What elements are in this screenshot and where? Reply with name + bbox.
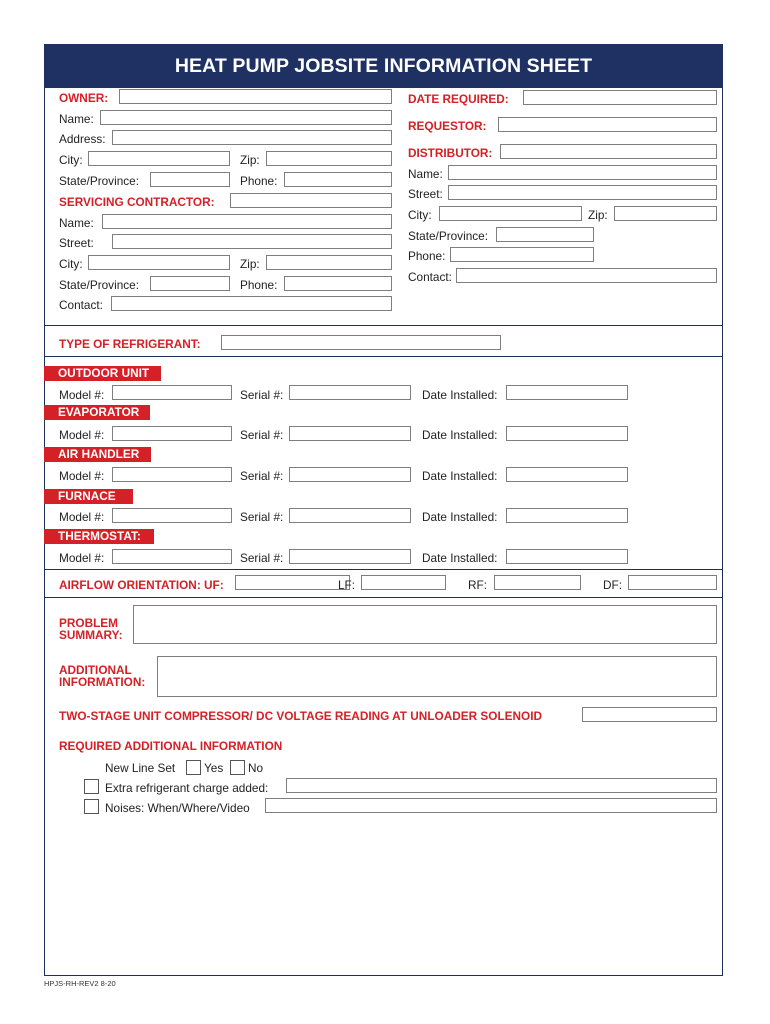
servicing-state-label: State/Province: bbox=[59, 278, 139, 292]
problem-label-line2: SUMMARY: bbox=[59, 628, 123, 642]
divider bbox=[44, 569, 723, 570]
distributor-city-label: City: bbox=[408, 208, 432, 222]
date-installed-label: Date Installed: bbox=[422, 551, 498, 565]
model-label: Model #: bbox=[59, 510, 105, 524]
model-field[interactable] bbox=[112, 508, 232, 523]
airflow-rf-field[interactable] bbox=[494, 575, 581, 590]
model-label: Model #: bbox=[59, 388, 105, 402]
servicing-state-field[interactable] bbox=[150, 276, 230, 291]
form-title: HEAT PUMP JOBSITE INFORMATION SHEET bbox=[44, 44, 723, 88]
refrigerant-label: TYPE OF REFRIGERANT: bbox=[59, 337, 201, 351]
owner-state-label: State/Province: bbox=[59, 174, 139, 188]
divider bbox=[44, 597, 723, 598]
additional-information-field[interactable] bbox=[157, 656, 717, 697]
date-installed-field[interactable] bbox=[506, 467, 628, 482]
no-checkbox[interactable] bbox=[230, 760, 245, 775]
distributor-contact-label: Contact: bbox=[408, 270, 452, 284]
date-installed-field[interactable] bbox=[506, 385, 628, 400]
servicing-city-label: City: bbox=[59, 257, 83, 271]
model-field[interactable] bbox=[112, 549, 232, 564]
serial-field[interactable] bbox=[289, 549, 411, 564]
distributor-phone-field[interactable] bbox=[450, 247, 594, 262]
distributor-field[interactable] bbox=[500, 144, 717, 159]
serial-field[interactable] bbox=[289, 467, 411, 482]
serial-label: Serial #: bbox=[240, 388, 284, 402]
problem-label-line1: PROBLEM bbox=[59, 616, 118, 630]
date-installed-field[interactable] bbox=[506, 508, 628, 523]
airflow-df-label: DF: bbox=[603, 578, 623, 592]
serial-field[interactable] bbox=[289, 426, 411, 441]
servicing-phone-label: Phone: bbox=[240, 278, 278, 292]
distributor-city-field[interactable] bbox=[439, 206, 582, 221]
owner-address-label: Address: bbox=[59, 132, 106, 146]
yes-checkbox[interactable] bbox=[186, 760, 201, 775]
divider bbox=[44, 325, 723, 326]
owner-state-field[interactable] bbox=[150, 172, 230, 187]
distributor-street-label: Street: bbox=[408, 187, 443, 201]
servicing-contact-field[interactable] bbox=[111, 296, 392, 311]
model-label: Model #: bbox=[59, 551, 105, 565]
owner-phone-label: Phone: bbox=[240, 174, 278, 188]
date-required-label: DATE REQUIRED: bbox=[408, 92, 509, 106]
requestor-label: REQUESTOR: bbox=[408, 119, 487, 133]
distributor-state-field[interactable] bbox=[496, 227, 594, 242]
outdoor-unit-tag: OUTDOOR UNIT bbox=[44, 366, 161, 381]
noises-field[interactable] bbox=[265, 798, 717, 813]
airflow-lf-label: LF: bbox=[338, 578, 356, 592]
model-label: Model #: bbox=[59, 428, 105, 442]
evaporator-tag: EVAPORATOR bbox=[44, 405, 150, 420]
distributor-state-label: State/Province: bbox=[408, 229, 488, 243]
servicing-street-field[interactable] bbox=[112, 234, 392, 249]
distributor-phone-label: Phone: bbox=[408, 249, 446, 263]
additional-label-line1: ADDITIONAL bbox=[59, 663, 132, 677]
distributor-street-field[interactable] bbox=[448, 185, 717, 200]
distributor-name-field[interactable] bbox=[448, 165, 717, 180]
airflow-df-field[interactable] bbox=[628, 575, 717, 590]
serial-label: Serial #: bbox=[240, 469, 284, 483]
date-installed-field[interactable] bbox=[506, 549, 628, 564]
model-field[interactable] bbox=[112, 385, 232, 400]
yes-label: Yes bbox=[204, 761, 224, 775]
problem-summary-field[interactable] bbox=[133, 605, 717, 644]
model-field[interactable] bbox=[112, 467, 232, 482]
distributor-label: DISTRIBUTOR: bbox=[408, 146, 493, 160]
requestor-field[interactable] bbox=[498, 117, 717, 132]
distributor-name-label: Name: bbox=[408, 167, 443, 181]
owner-field[interactable] bbox=[119, 89, 392, 104]
owner-name-label: Name: bbox=[59, 112, 94, 126]
furnace-tag: FURNACE bbox=[44, 489, 133, 504]
serial-label: Serial #: bbox=[240, 510, 284, 524]
date-installed-field[interactable] bbox=[506, 426, 628, 441]
divider bbox=[44, 356, 723, 357]
owner-zip-label: Zip: bbox=[240, 153, 260, 167]
servicing-city-field[interactable] bbox=[88, 255, 230, 270]
owner-city-label: City: bbox=[59, 153, 83, 167]
date-installed-label: Date Installed: bbox=[422, 510, 498, 524]
thermostat-tag: THERMOSTAT: bbox=[44, 529, 154, 544]
servicing-heading: SERVICING CONTRACTOR: bbox=[59, 195, 215, 209]
owner-address-field[interactable] bbox=[112, 130, 392, 145]
extra-charge-field[interactable] bbox=[286, 778, 717, 793]
noises-checkbox[interactable] bbox=[84, 799, 99, 814]
owner-heading: OWNER: bbox=[59, 91, 109, 105]
airflow-heading: AIRFLOW ORIENTATION: UF: bbox=[59, 578, 224, 592]
no-label: No bbox=[248, 761, 264, 775]
servicing-name-field[interactable] bbox=[102, 214, 392, 229]
date-installed-label: Date Installed: bbox=[422, 388, 498, 402]
servicing-field[interactable] bbox=[230, 193, 392, 208]
owner-phone-field[interactable] bbox=[284, 172, 392, 187]
serial-label: Serial #: bbox=[240, 551, 284, 565]
date-installed-label: Date Installed: bbox=[422, 469, 498, 483]
form-code: HPJS-RH-REV2 8-20 bbox=[44, 979, 116, 988]
airflow-lf-field[interactable] bbox=[361, 575, 446, 590]
serial-label: Serial #: bbox=[240, 428, 284, 442]
distributor-zip-label: Zip: bbox=[588, 208, 608, 222]
serial-field[interactable] bbox=[289, 508, 411, 523]
model-label: Model #: bbox=[59, 469, 105, 483]
servicing-contact-label: Contact: bbox=[59, 298, 103, 312]
airflow-rf-label: RF: bbox=[468, 578, 488, 592]
servicing-zip-field[interactable] bbox=[266, 255, 392, 270]
refrigerant-field[interactable] bbox=[221, 335, 501, 350]
required-heading: REQUIRED ADDITIONAL INFORMATION bbox=[59, 739, 283, 753]
distributor-zip-field[interactable] bbox=[614, 206, 717, 221]
extra-charge-label: Extra refrigerant charge added: bbox=[105, 781, 269, 795]
servicing-phone-field[interactable] bbox=[284, 276, 392, 291]
serial-field[interactable] bbox=[289, 385, 411, 400]
extra-charge-checkbox[interactable] bbox=[84, 779, 99, 794]
airflow-label bbox=[59, 578, 224, 592]
new-line-set-label: New Line Set bbox=[105, 761, 176, 775]
owner-city-field[interactable] bbox=[88, 151, 230, 166]
servicing-name-label: Name: bbox=[59, 216, 94, 230]
servicing-zip-label: Zip: bbox=[240, 257, 260, 271]
compressor-label: TWO-STAGE UNIT COMPRESSOR/ DC VOLTAGE READING AT UNLOADER SOLENOID bbox=[59, 709, 543, 723]
date-required-field[interactable] bbox=[523, 90, 717, 105]
owner-name-field[interactable] bbox=[100, 110, 392, 125]
model-field[interactable] bbox=[112, 426, 232, 441]
airflow-uf-field[interactable] bbox=[235, 575, 350, 590]
compressor-field[interactable] bbox=[582, 707, 717, 722]
servicing-street-label: Street: bbox=[59, 236, 94, 250]
date-installed-label: Date Installed: bbox=[422, 428, 498, 442]
distributor-contact-field[interactable] bbox=[456, 268, 717, 283]
noises-label: Noises: When/Where/Video bbox=[105, 801, 250, 815]
additional-label-line2: INFORMATION: bbox=[59, 675, 146, 689]
air-handler-tag: AIR HANDLER bbox=[44, 447, 151, 462]
owner-zip-field[interactable] bbox=[266, 151, 392, 166]
